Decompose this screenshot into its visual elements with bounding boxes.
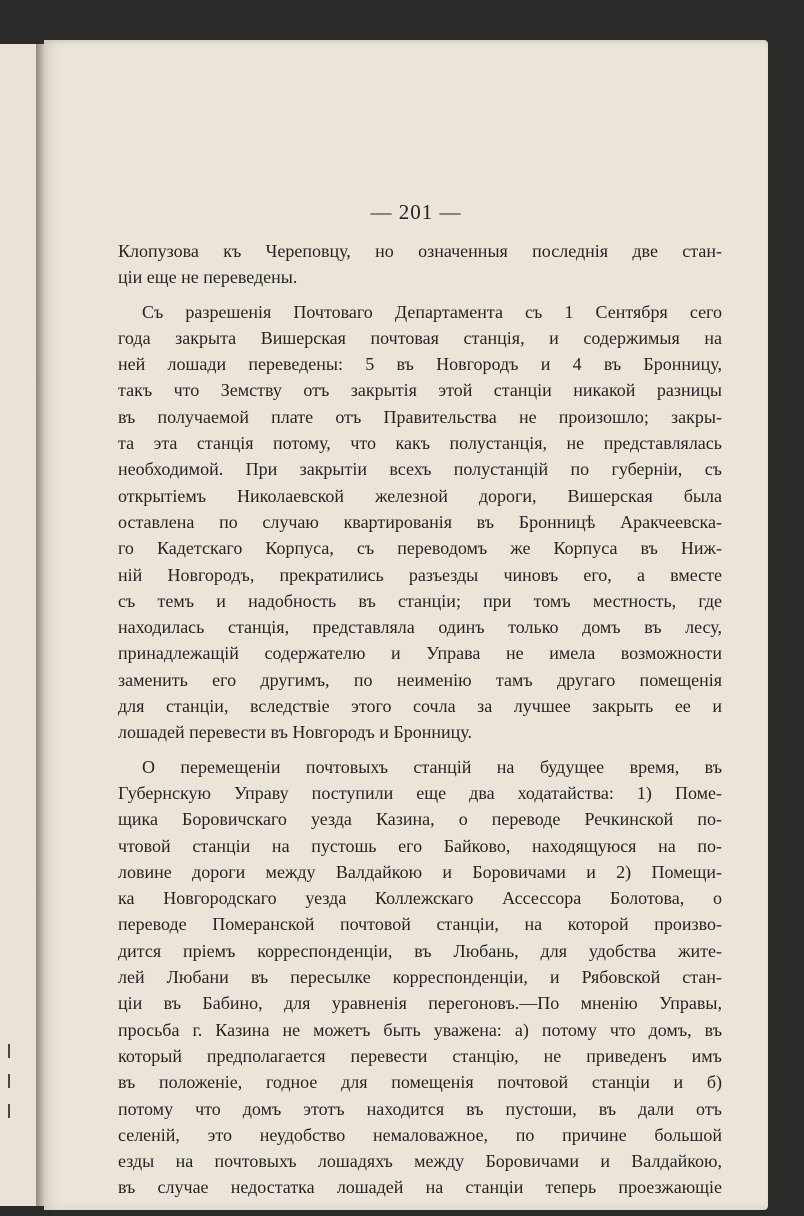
text-line: такъ что Земству отъ закрытія этой станціи никакой разницы	[118, 380, 722, 401]
text-line: Съ разрешенія Почтоваго Департамента съ 1 Сентября сего	[142, 301, 722, 322]
text-line: го Кадетскаго Корпуса, съ переводомъ же Корпуса въ Ниж-	[118, 538, 722, 559]
text-line: который предполагается перевести станцію, не приведенъ имъ	[118, 1045, 722, 1066]
text-line: находилась станція, представляла одинъ только домъ въ лесу,	[118, 617, 722, 638]
text-line: ній Новгородъ, прекратились разъезды чиновъ его, а вместе	[118, 564, 722, 585]
text-line: необходимой. При закрытіи всехъ полустанцій по губерніи, съ	[118, 459, 722, 480]
left-page-edge	[0, 44, 38, 1206]
page-number: — 201 —	[370, 200, 462, 224]
paragraph-gap	[118, 291, 722, 299]
text-line: съ темъ и надобность въ станціи; при томъ местность, где	[118, 590, 722, 611]
text-line: переводе Померанской почтовой станціи, на которой произво-	[118, 914, 722, 935]
text-line: лошадей перевести въ Новгородъ и Бронницу.	[118, 722, 472, 743]
text-line: ціи еще не переведены.	[118, 267, 298, 288]
text-line: ней лошади переведены: 5 въ Новгородъ и 4 въ Бронницу,	[118, 354, 722, 375]
left-page-mark	[8, 1044, 10, 1058]
left-page-mark	[8, 1104, 10, 1118]
text-line: въ случае недостатка лошадей на станціи теперь проезжающіе	[118, 1177, 722, 1198]
text-line: открытіемъ Николаевской железной дороги, Вишерская была	[118, 485, 722, 506]
text-line: въ положеніе, годное для помещенія почтовой станціи и б)	[118, 1072, 722, 1093]
text-line: О перемещеніи почтовыхъ станцій на будущее время, въ	[142, 756, 722, 777]
paragraph	[118, 238, 722, 291]
paragraph	[118, 754, 722, 1201]
text-line: чтовой станціи на пустошь его Байково, находящуюся на по-	[118, 835, 722, 856]
text-line: ловине дороги между Валдайкою и Боровичами и 2) Помещи-	[118, 861, 722, 882]
book-gutter	[36, 44, 44, 1206]
text-line: просьба г. Казина не можетъ быть уважена: а) потому что домъ, въ	[118, 1019, 722, 1040]
text-line: Губернскую Управу поступили еще два ходатайства: 1) Поме-	[118, 782, 722, 803]
text-line: принадлежащій содержателю и Управа не имела возможности	[118, 643, 722, 664]
text-line: та эта станція потому, что какъ полустанція, не представлялась	[118, 433, 722, 454]
text-line: ка Новгородскаго уезда Коллежскаго Ассессора Болотова, о	[118, 888, 722, 909]
paragraph-gap	[118, 746, 722, 754]
text-line: ціи въ Бабино, для уравненія перегоновъ.—По мненію Управы,	[118, 993, 722, 1014]
text-line: щика Боровичскаго уезда Казина, о переводе Речкинской по-	[118, 809, 722, 830]
page-body-text	[118, 238, 722, 1201]
text-line: года закрыта Вишерская почтовая станція, и содержимыя на	[118, 327, 722, 348]
paragraph	[118, 299, 722, 746]
text-line: лей Любани въ пересылке корреспонденціи, и Рябовской стан-	[118, 967, 722, 988]
book-page	[44, 40, 768, 1210]
left-page-mark	[8, 1074, 10, 1088]
text-line: потому что домъ этотъ находится въ пустоши, въ дали отъ	[118, 1098, 722, 1119]
text-line: дится пріемъ корреспонденціи, въ Любань, для удобства жите-	[118, 940, 722, 961]
text-line: въ получаемой плате отъ Правительства не произошло; закры-	[118, 406, 722, 427]
text-line: езды на почтовыхъ лошадяхъ между Боровичами и Валдайкою,	[118, 1151, 722, 1172]
text-line: селеній, это неудобство немаловажное, по причине большой	[118, 1124, 722, 1145]
text-line: для станціи, вследствіе этого сочла за лучшее закрыть ее и	[118, 696, 722, 717]
text-line: Клопузова къ Череповцу, но означенныя последнія две стан-	[118, 241, 722, 261]
text-line: оставлена по случаю квартированія въ Бронницѣ Аракчеевска-	[118, 511, 722, 532]
text-line: заменить его другимъ, по неименію тамъ другаго помещенія	[118, 669, 722, 690]
